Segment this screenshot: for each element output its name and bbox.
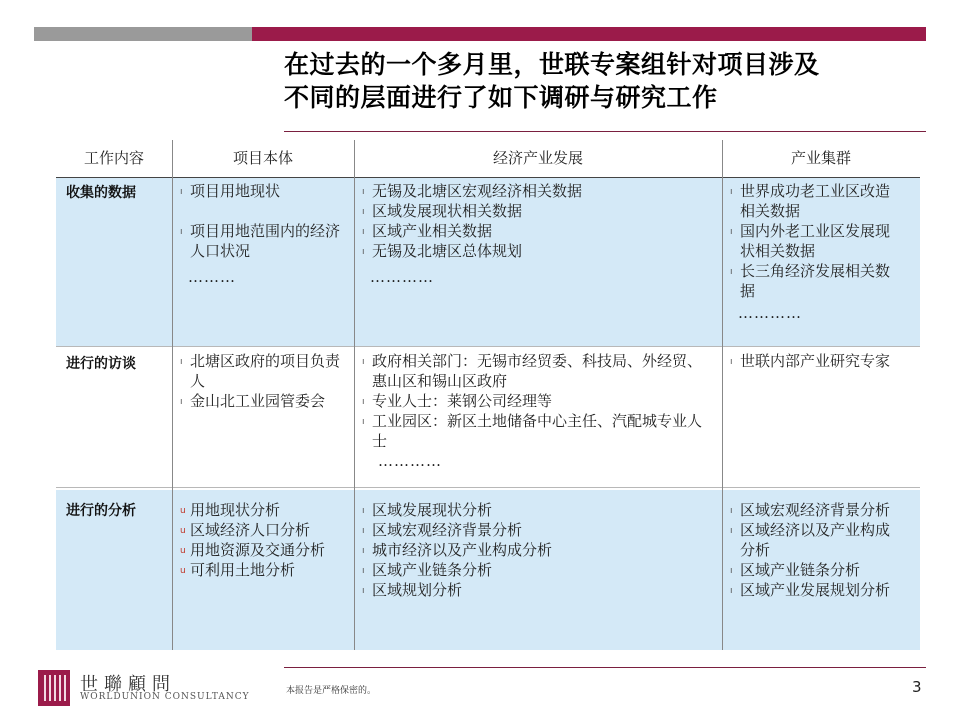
list-item: ı 金山北工业园管委会 — [180, 392, 326, 410]
list-item: ı 政府相关部门：无锡市经贸委、科技局、外经贸、惠山区和锡山区政府 — [362, 352, 703, 390]
footer-divider — [284, 667, 926, 668]
row-divider — [56, 487, 920, 488]
ellipsis: ………… — [378, 452, 442, 470]
bullet-icon: ı — [362, 187, 365, 197]
logo-english-name: WORLDUNION CONSULTANCY — [80, 692, 250, 702]
list-item: ı 无锡及北塘区宏观经济相关数据 — [362, 182, 583, 200]
bullet-icon: ı — [362, 247, 365, 257]
row3-col1-cell — [180, 500, 344, 580]
bullet-icon: ı — [730, 566, 733, 576]
row1-col2-cell — [362, 181, 714, 287]
list-item: ı 区域发展现状分析 — [362, 501, 493, 519]
row-label: 进行的访谈 — [66, 356, 136, 372]
list-item: ı 世联内部产业研究专家 — [730, 352, 891, 370]
list-item: ı 城市经济以及产业构成分析 — [362, 541, 553, 559]
u-bullet-icon: u — [180, 506, 186, 516]
list-item: ı 工业园区：新区土地储备中心主任、汽配城专业人士 — [362, 412, 703, 450]
list-item: ı 项目用地范围内的经济人口状况 — [180, 222, 341, 260]
bullet-icon: ı — [362, 417, 365, 427]
list-item: ı 世界成功老工业区改造相关数据 — [730, 182, 891, 220]
row1-col1-cell — [180, 181, 344, 287]
header-work-content: 工作内容 — [83, 149, 144, 167]
u-bullet-icon: u — [180, 566, 186, 576]
list-item: ı 国内外老工业区发展现状相关数据 — [730, 222, 891, 260]
header-project: 项目本体 — [232, 149, 293, 167]
header-cluster: 产业集群 — [790, 149, 851, 167]
list-item: u 可利用土地分析 — [180, 561, 296, 579]
list-item: ı 无锡及北塘区总体规划 — [362, 242, 523, 260]
bullet-icon: ı — [730, 357, 733, 367]
title-line-1: 在过去的一个多月里，世联专案组针对项目涉及 — [284, 50, 820, 79]
worldunion-logo-icon — [38, 670, 70, 706]
list-item: ı 区域经济以及产业构成分析 — [730, 521, 891, 559]
list-item: ı 长三角经济发展相关数据 — [730, 262, 891, 300]
ellipsis: ………… — [738, 304, 802, 322]
list-item: ı 区域宏观经济背景分析 — [362, 521, 523, 539]
table-row-interviews — [56, 347, 920, 487]
row2-col2-cell — [362, 351, 714, 471]
table-row-analysis — [56, 490, 920, 650]
list-item: ı 区域宏观经济背景分析 — [730, 501, 891, 519]
list-item: ı 区域发展现状相关数据 — [362, 202, 523, 220]
bullet-icon: ı — [362, 566, 365, 576]
column-divider — [354, 140, 355, 650]
bullet-icon: ı — [180, 187, 183, 197]
bullet-icon: ı — [730, 526, 733, 536]
list-item: u 区域经济人口分析 — [180, 521, 311, 539]
row-label: 收集的数据 — [66, 185, 136, 201]
bullet-icon: ı — [362, 397, 365, 407]
list-item: ı 区域规划分析 — [362, 581, 463, 599]
ellipsis: ………… — [370, 268, 434, 286]
bullet-icon: ı — [362, 586, 365, 596]
row2-col3-cell — [730, 351, 896, 371]
bullet-icon: ı — [362, 227, 365, 237]
header-accent-bar — [252, 27, 926, 41]
bullet-icon: ı — [730, 506, 733, 516]
bullet-icon: ı — [730, 267, 733, 277]
page-number: 3 — [912, 678, 922, 696]
bullet-icon: ı — [362, 526, 365, 536]
bullet-icon: ı — [362, 357, 365, 367]
bullet-icon: ı — [362, 546, 365, 556]
title-divider — [284, 131, 926, 132]
bullet-icon: ı — [180, 357, 183, 367]
list-item: ı 区域产业链条分析 — [362, 561, 493, 579]
row3-col3-cell — [730, 500, 896, 600]
list-item: ı 区域产业发展规划分析 — [730, 581, 891, 599]
list-item: ı 区域产业链条分析 — [730, 561, 861, 579]
logo-chinese-name: 世聯顧問 — [80, 674, 176, 695]
header-economy: 经济产业发展 — [492, 149, 583, 167]
bullet-icon: ı — [362, 506, 365, 516]
list-item: u 用地现状分析 — [180, 501, 281, 519]
list-item: ı 专业人士：莱钢公司经理等 — [362, 392, 553, 410]
bullet-icon: ı — [362, 207, 365, 217]
bullet-icon: ı — [180, 227, 183, 237]
slide-title — [284, 48, 924, 114]
list-item: ı 区域产业相关数据 — [362, 222, 493, 240]
header-gray-bar — [34, 27, 252, 41]
confidential-note: 本报告是严格保密的。 — [286, 686, 377, 696]
bullet-icon: ı — [730, 586, 733, 596]
list-item: ı 项目用地现状 — [180, 182, 281, 200]
column-divider — [172, 140, 173, 650]
row3-col2-cell — [362, 500, 714, 600]
bullet-icon: ı — [180, 397, 183, 407]
title-line-2: 不同的层面进行了如下调研与研究工作 — [284, 83, 718, 112]
row1-col3-cell — [730, 181, 896, 323]
column-divider — [722, 140, 723, 650]
u-bullet-icon: u — [180, 546, 186, 556]
bullet-icon: ı — [730, 227, 733, 237]
table-row-collected-data — [56, 178, 920, 346]
row2-col1-cell — [180, 351, 344, 411]
list-item: u 用地资源及交通分析 — [180, 541, 326, 559]
row-label: 进行的分析 — [66, 503, 136, 519]
list-item: ı 北塘区政府的项目负责人 — [180, 352, 341, 390]
ellipsis: ……… — [188, 268, 236, 286]
bullet-icon: ı — [730, 187, 733, 197]
u-bullet-icon: u — [180, 526, 186, 536]
